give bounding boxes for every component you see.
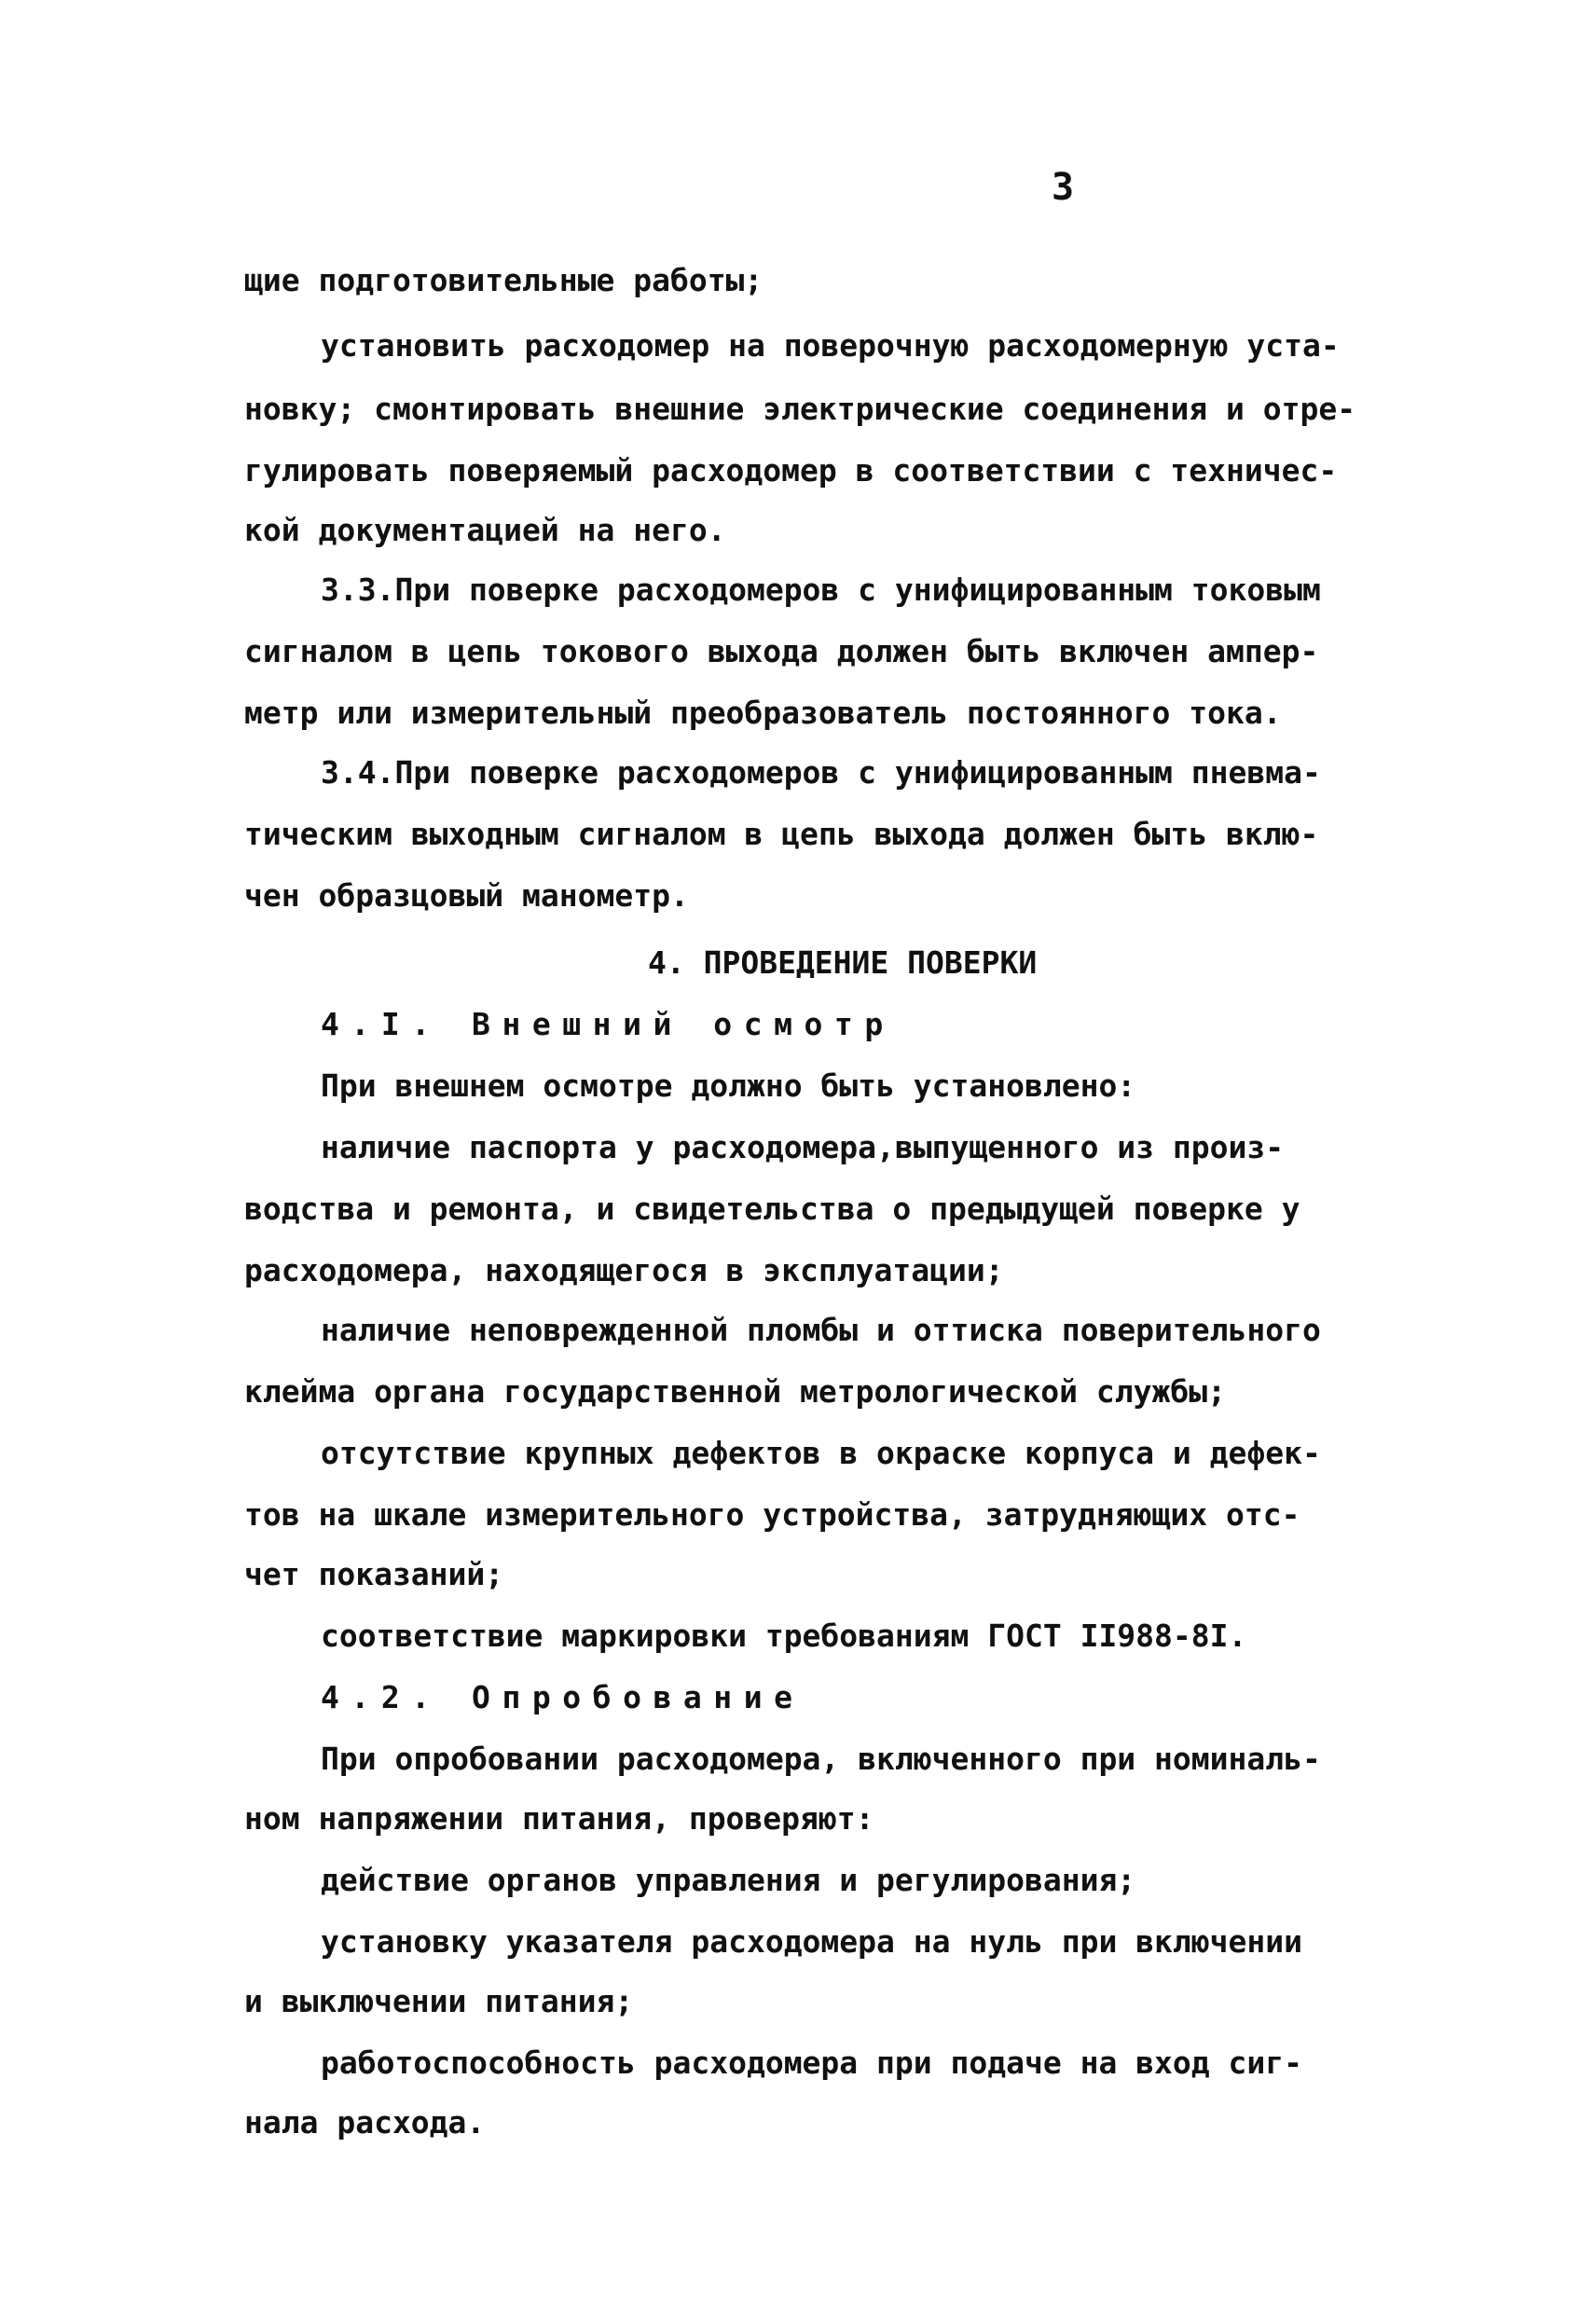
text-line: ном напряжении питания, проверяют: bbox=[244, 1800, 874, 1837]
text-line: действие органов управления и регулирования; bbox=[321, 1862, 1136, 1898]
text-line: чет показаний; bbox=[244, 1556, 504, 1592]
text-line: тическим выходным сигналом в цепь выхода должен быть вклю- bbox=[244, 816, 1319, 852]
text-line: При опробовании расходомера, включенного при номиналь- bbox=[321, 1741, 1321, 1777]
text-line: водства и ремонта, и свидетельства о предыдущей поверке у bbox=[244, 1191, 1300, 1227]
text-line: расходомера, находящегося в эксплуатации; bbox=[244, 1252, 1004, 1288]
text-line: чен образцовый манометр. bbox=[244, 877, 689, 914]
text-line: сигналом в цепь токового выхода должен быть включен ампер- bbox=[244, 633, 1319, 669]
text-line: тов на шкале измерительного устройства, затрудняющих отс- bbox=[244, 1496, 1300, 1533]
text-line: метр или измерительный преобразователь постоянного тока. bbox=[244, 695, 1282, 731]
text-line: наличие паспорта у расходомера,выпущенного из произ- bbox=[321, 1129, 1285, 1165]
text-line: установить расходомер на поверочную расходомерную уста- bbox=[321, 327, 1340, 364]
text-line: работоспособность расходомера при подаче на вход сиг- bbox=[321, 2045, 1302, 2081]
subsection-heading: 4.2. Опробование bbox=[321, 1679, 805, 1715]
text-line: клейма органа государственной метрологической службы; bbox=[244, 1373, 1226, 1410]
text-line: и выключении питания; bbox=[244, 1983, 634, 2019]
text-line: гулировать поверяемый расходомер в соответствии с техничес- bbox=[244, 452, 1338, 489]
text-line: установку указателя расходомера на нуль при включении bbox=[321, 1923, 1302, 1960]
text-line: нала расхода. bbox=[244, 2104, 486, 2141]
subsection-heading: 4.I. Внешний осмотр bbox=[321, 1006, 895, 1042]
text-line: щие подготовительные работы; bbox=[244, 262, 764, 298]
page-number: 3 bbox=[1052, 166, 1075, 209]
text-line: кой документацией на него. bbox=[244, 512, 726, 548]
text-line: отсутствие крупных дефектов в окраске корпуса и дефек- bbox=[321, 1435, 1321, 1471]
text-line: 3.4.При поверке расходомеров с унифицированным пневма- bbox=[321, 754, 1321, 791]
text-line: новку; смонтировать внешние электрические соединения и отре- bbox=[244, 391, 1356, 427]
text-line: При внешнем осмотре должно быть установлено: bbox=[321, 1067, 1136, 1104]
text-line: наличие неповрежденной пломбы и оттиска поверительного bbox=[321, 1312, 1321, 1348]
section-heading: 4. ПРОВЕДЕНИЕ ПОВЕРКИ bbox=[648, 944, 1038, 981]
text-line: соответствие маркировки требованиям ГОСТ II988-8I. bbox=[321, 1618, 1247, 1654]
text-line: 3.3.При поверке расходомеров с унифицированным токовым bbox=[321, 571, 1321, 608]
